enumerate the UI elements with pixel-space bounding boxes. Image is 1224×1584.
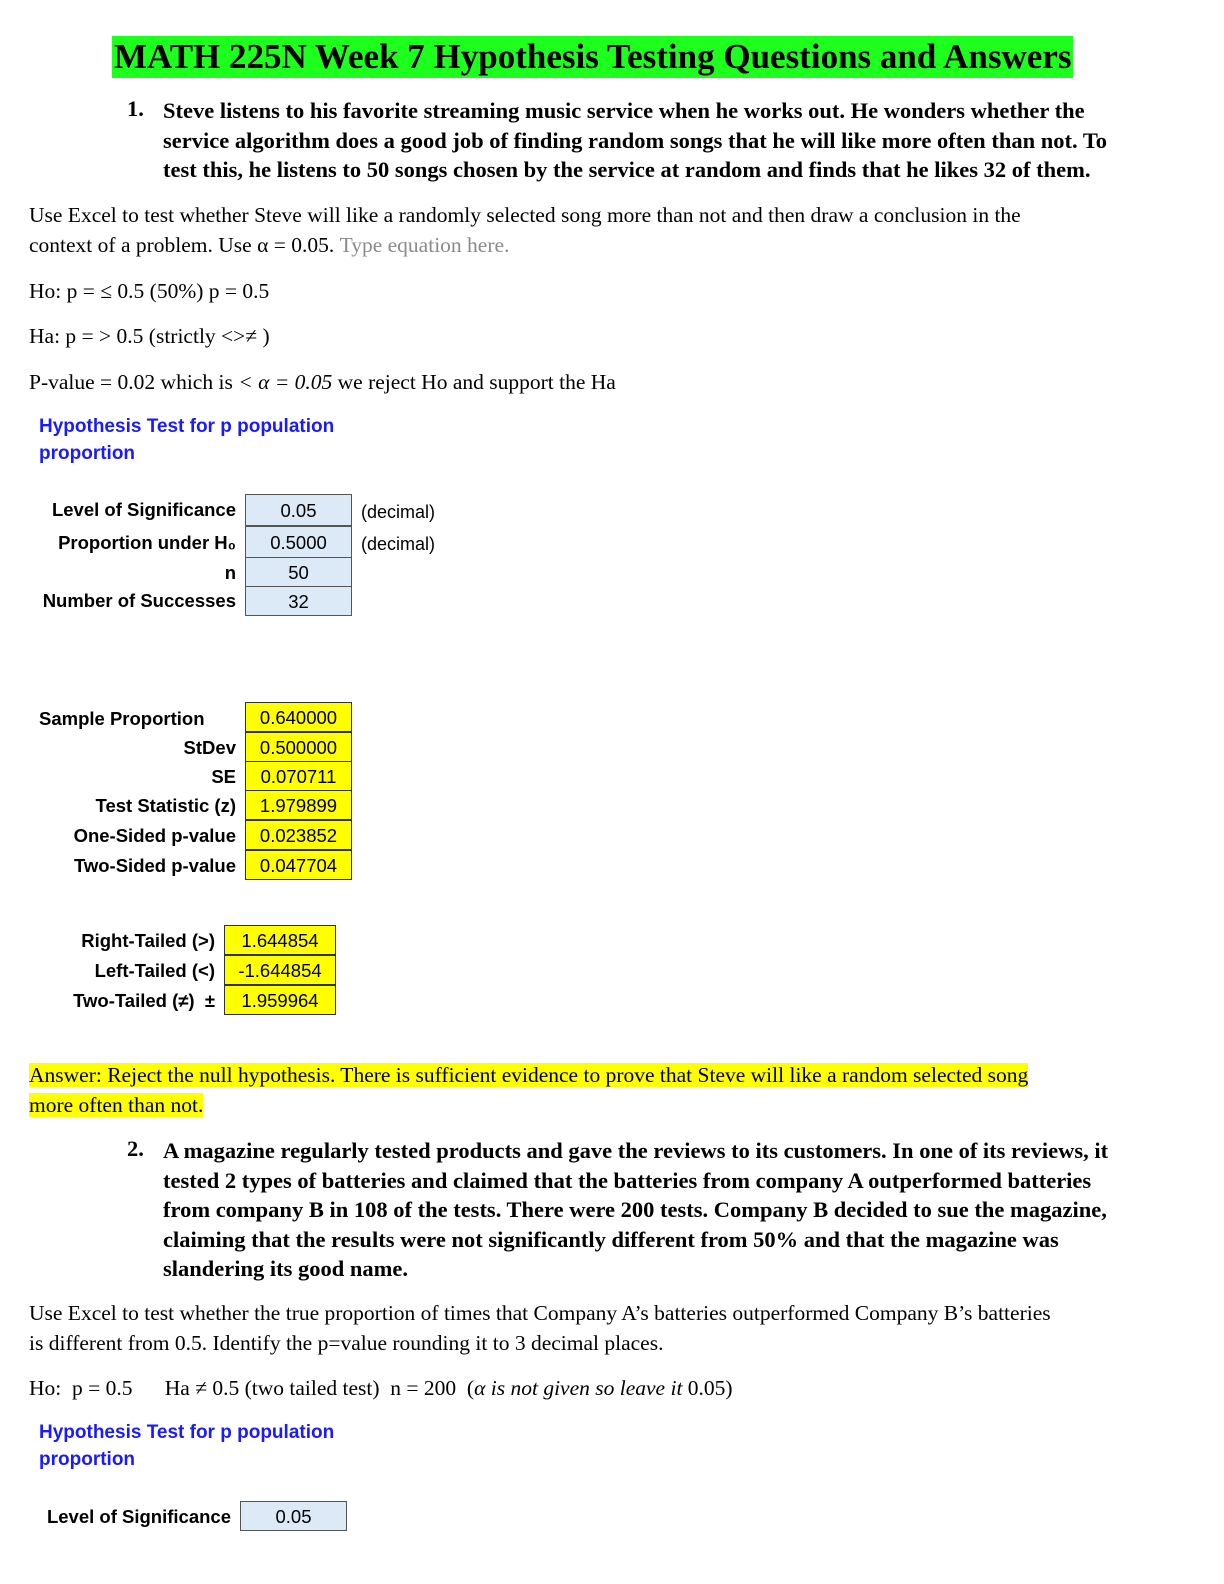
p-value-statement <box>29 367 616 397</box>
instruction-line: Use Excel to test whether Steve will like a randomly selected song more than not and then draw a conclusion in the <box>29 203 1021 227</box>
question-1-line: Steve listens to his favorite streaming music service when he works out. He wonders whether the <box>163 98 1085 123</box>
question-2-line: A magazine regularly tested products and gave the reviews to its customers. In one of its reviews, it <box>163 1138 1109 1163</box>
input-label-n: n <box>224 562 236 583</box>
question-2-number: 2. <box>127 1136 144 1161</box>
result-label-sample-proportion: Sample Proportion <box>39 708 205 729</box>
critical-cell: -1.644854 <box>224 955 336 985</box>
input-cell-significance[interactable]: 0.05 <box>245 494 352 526</box>
question-2-line: from company B in 108 of the tests. There were 200 tests. Company B decided to sue the magazine, <box>163 1197 1107 1222</box>
critical-cell: 1.644854 <box>224 925 336 955</box>
input-note: (decimal) <box>361 502 436 522</box>
page-title: MATH 225N Week 7 Hypothesis Testing Questions and Answers <box>114 37 1072 76</box>
question-2-line: tested 2 types of batteries and claimed that the batteries from company A outperformed batteries <box>163 1167 1092 1193</box>
input-label-proportion: Proportion under H₀ <box>58 532 236 553</box>
critical-cell: 1.959964 <box>224 985 336 1015</box>
answer-line: more often than not. <box>29 1093 204 1117</box>
heading-line: proportion <box>39 1449 136 1470</box>
question-2-text <box>163 1136 1203 1284</box>
section-heading <box>39 413 334 467</box>
input-label-significance: Level of Significance <box>46 1506 231 1527</box>
question-1-line: service algorithm does a good job of finding random songs that he will like more often than not. To <box>163 127 1108 153</box>
instruction-line: Use Excel to test whether the true proportion of times that Company A’s batteries outperformed Company B’s batteries <box>29 1301 1051 1325</box>
null-hypothesis: Ho: p = ≤ 0.5 (50%) p = 0.5 <box>29 279 270 303</box>
question-1-text <box>163 96 1203 185</box>
heading-line: Hypothesis Test for p population <box>39 416 335 437</box>
question-2-instruction <box>29 1298 1051 1358</box>
section-heading <box>39 1419 334 1473</box>
input-label-significance: Level of Significance <box>51 499 236 520</box>
result-cell: 0.070711 <box>245 761 352 791</box>
instruction-text: context of a problem. Use α = 0.05. <box>29 233 335 257</box>
p-value-text: P-value = 0.02 which is <box>29 370 239 394</box>
input-cell-successes[interactable]: 32 <box>245 586 352 616</box>
result-label-test-statistic: Test Statistic (z) <box>95 795 236 816</box>
result-label-stdev: StDev <box>183 737 236 758</box>
question-1-line: test this, he listens to 50 songs chosen by the service at random and finds that he likes 32 of them. <box>163 157 1091 182</box>
heading-line: Hypothesis Test for p population <box>39 1422 335 1443</box>
p-value-conclusion: we reject Ho and support the Ha <box>332 370 616 394</box>
result-label-one-sided: One-Sided p-value <box>73 825 236 846</box>
instruction-line: is different from 0.5. Identify the p=value rounding it to 3 decimal places. <box>29 1331 664 1355</box>
critical-label-left: Left-Tailed (<) <box>94 960 215 981</box>
input-label-successes: Number of Successes <box>42 590 236 611</box>
critical-label-right: Right-Tailed (>) <box>81 930 215 951</box>
question-1-number: 1. <box>127 96 144 121</box>
result-label-se: SE <box>211 766 236 787</box>
result-cell: 0.500000 <box>245 732 352 762</box>
result-cell: 0.023852 <box>245 820 352 850</box>
instruction-line <box>29 230 1021 260</box>
input-cell-n[interactable]: 50 <box>245 557 352 587</box>
answer-line: Answer: Reject the null hypothesis. There is sufficient evidence to prove that Steve will like a random selected song <box>29 1063 1029 1087</box>
critical-label-two: Two-Tailed (≠) ± <box>73 990 215 1011</box>
input-cell-significance[interactable]: 0.05 <box>240 1501 347 1531</box>
input-cell-proportion[interactable]: 0.5000 <box>245 526 352 558</box>
result-label-two-sided: Two-Sided p-value <box>73 855 236 876</box>
result-cell: 1.979899 <box>245 790 352 820</box>
question-2-line: claiming that the results were not significantly different from 50% and that the magazine was <box>163 1226 1059 1252</box>
answer-block <box>29 1060 1028 1120</box>
heading-line: proportion <box>39 443 136 464</box>
equation-placeholder[interactable]: Type equation here. <box>339 233 510 257</box>
alt-hypothesis: Ha: p = > 0.5 (strictly <>≠ ) <box>29 324 270 348</box>
input-note: (decimal) <box>361 534 436 554</box>
alpha-note: α is not given so leave it <box>474 1376 683 1400</box>
result-cell: 0.640000 <box>245 702 352 732</box>
question-2-hypotheses <box>29 1373 733 1403</box>
hypotheses-text: Ho: p = 0.5 Ha ≠ 0.5 (two tailed test) n = 200 ( <box>29 1376 475 1400</box>
result-cell: 0.047704 <box>245 850 352 880</box>
alpha-value: 0.05) <box>682 1376 733 1400</box>
question-2-line: slandering its good name. <box>163 1256 409 1281</box>
p-value-alpha: < α = 0.05 <box>238 370 333 394</box>
question-1-instruction <box>29 200 1021 260</box>
